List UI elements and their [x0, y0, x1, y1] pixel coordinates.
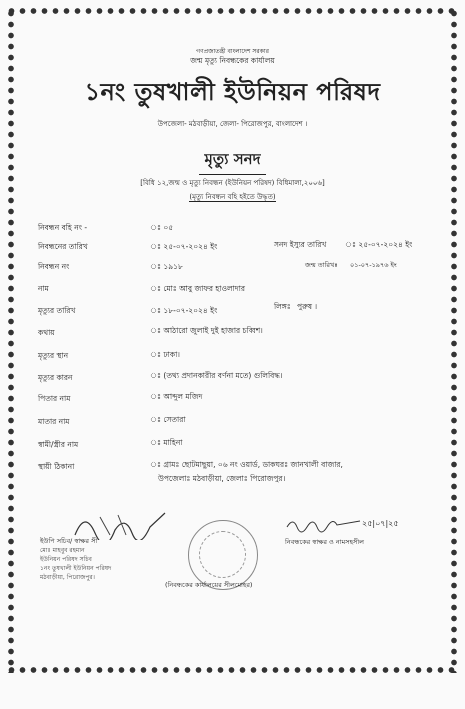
left-signature-scribble [70, 505, 170, 540]
right-signature-date: ২৫|০৭|২৫ [362, 519, 399, 528]
reg-date-value: ঃ ২৫-০৭-২০২৪ ইং [150, 242, 218, 251]
left-signature-title: ইউপি সচিব/ স্বাক্ষর সী [40, 537, 98, 545]
union-title: ১নং তুষখালী ইউনিয়ন পরিষদ [84, 77, 381, 106]
left-signature-line-1: মোঃ মাহবুব রহমান [40, 547, 85, 554]
name-label: নাম [38, 284, 49, 293]
birth-date-label: জন্ম তারিখঃ [305, 261, 338, 269]
death-cause-label: মৃত্যুর কারন [38, 373, 73, 382]
death-date-value: ঃ ১৮-০৭-২০২৪ ইং [150, 306, 218, 315]
spouse-label: স্বামী/স্ত্রীর নাম [38, 440, 79, 449]
reg-no-label: নিবন্ধন নং [38, 262, 70, 271]
address-line2: উপজেলাঃ মঠবাড়ীয়া, জেলাঃ পিরোজপুর। [158, 474, 286, 483]
death-place-label: মৃত্যুর স্থান [38, 351, 69, 360]
left-signature-line-4: মঠবাড়ীয়া, পিরোজপুর। [40, 574, 95, 581]
border-bottom [6, 665, 459, 675]
mother-label: মাতার নাম [38, 417, 70, 426]
mother-value: ঃ সেতারা [150, 415, 186, 424]
death-date-label: মৃত্যুর তারিখ [38, 306, 76, 315]
certificate-title: মৃত্যু সনদ [0, 148, 465, 175]
issue-date-label: সনদ ইস্যুর তারিখ [274, 240, 327, 249]
gov-title: গণপ্রজাতন্ত্রী বাংলাদেশ সরকার [196, 48, 269, 55]
left-signature-line-3: ১নং তুষখালী ইউনিয়ন পরিষদ [40, 565, 112, 572]
father-label: পিতার নাম [38, 394, 71, 403]
gender-label: লিঙ্গঃ [274, 302, 291, 311]
rule-reference: [বিধি ১২,জন্ম ও মৃত্যু নিবন্ধন (ইউনিয়ন পরিষদ) বিধিমালা,২০০৬] [140, 179, 325, 187]
reg-date-label: নিবন্ধনের তারিখ [38, 242, 88, 251]
spouse-value: ঃ মাহিনা [150, 438, 183, 447]
book-no-label: নিবন্ধন বহি নং - [38, 223, 88, 232]
book-no-value: ঃ ০৫ [150, 223, 174, 232]
seal-caption: (নিবন্ধকের কার্যালয়ের সীলমোহর) [165, 581, 253, 589]
source-note: (মৃত্যু নিবন্ধন বহি হইতে উদ্ধৃত) [189, 193, 276, 201]
birth-date-value: ০১-০৭-১৯৭৬ ইং [350, 261, 397, 269]
reg-no-value: ঃ ১৯১৮ [150, 262, 183, 271]
issue-date-value: ঃ ২৫-০৭-২০২৪ ইং [345, 240, 413, 249]
border-top [6, 6, 459, 16]
in-words-label: কথায় [38, 328, 55, 337]
right-signature-scribble [285, 515, 365, 535]
left-signature-line-2: ইউনিয়ন পরিষদ সচিব [40, 556, 92, 563]
address-line1: ঃ গ্রামঃ ছোটমাছুয়া, ০৬ নং ওয়ার্ড, ডাকঘরঃ জানখালী বাজার, [150, 460, 343, 469]
death-cause-value: ঃ (তথ্য প্রদানকারীর বর্ণনা মতে) গুলিবিদ্ধ। [150, 371, 283, 380]
address-label: স্থায়ী ঠিকানা [38, 462, 75, 471]
father-value: ঃ আব্দুল মজিদ [150, 392, 203, 401]
gender-value: পুরুষ । [297, 302, 318, 311]
death-place-value: ঃ ঢাকা। [150, 350, 180, 359]
union-address: উপজেলা- মঠবাড়ীয়া, জেলা- পিরোজপুর, বাংলাদেশ । [157, 120, 308, 128]
registrar-signature-line: নিবন্ধকের স্বাক্ষর ও নামসহসীল [285, 538, 364, 546]
office-title: জন্ম মৃত্যু নিবন্ধকের কার্যালয় [190, 56, 275, 65]
in-words-value: ঃ আঠারো জুলাই দুই হাজার চব্বিশ। [150, 326, 263, 335]
name-value: ঃ মোঃ আবু জাফর হাওলাদার [150, 284, 245, 293]
